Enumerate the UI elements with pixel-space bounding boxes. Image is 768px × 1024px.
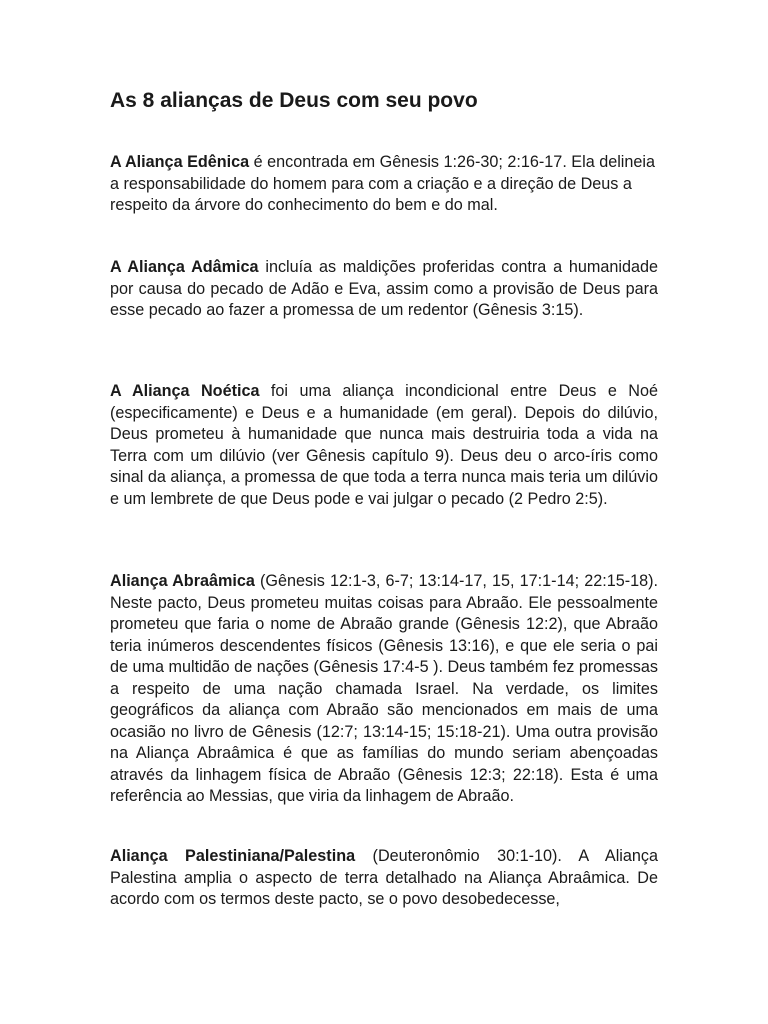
paragraph-body: foi uma aliança incondicional entre Deus e Noé (especificamente) e Deus e a humanidade (em geral). Depois do dilúvio, Deus prometeu à humanidade que nunca mais destruiria toda a vida na Terra com um dilúvio (ver Gênesis capítulo 9). Deus deu o arco-íris como sinal da aliança, a promessa de que toda a terra nunca mais teria um dilúvio e um lembrete de que Deus pode e vai julgar o pecado (2 Pedro 2:5). [110, 382, 658, 508]
paragraph-body: (Deuteronômio 30:1-10). A Aliança Palestina amplia o aspecto de terra detalhado na Aliança Abraâmica. De acordo com os termos deste pacto, se o povo desobedecesse, [110, 847, 658, 908]
paragraph-palestinian-covenant [110, 846, 658, 911]
paragraph-body: é encontrada em Gênesis 1:26-30; 2:16-17. Ela delineia a responsabilidade do homem para com a criação e a direção de Deus a respeito da árvore do conhecimento do bem e do mal. [110, 153, 656, 214]
paragraph-lead: Aliança Palestiniana/Palestina [110, 847, 356, 865]
paragraph-lead: Aliança Abraâmica [110, 572, 255, 590]
paragraph-abrahamic-covenant [110, 571, 658, 808]
paragraph-lead: A Aliança Adâmica [110, 258, 259, 276]
page-title: As 8 alianças de Deus com seu povo [110, 89, 478, 112]
paragraph-noahic-covenant [110, 381, 658, 510]
paragraph-body: (Gênesis 12:1-3, 6-7; 13:14-17, 15, 17:1-14; 22:15-18). Neste pacto, Deus prometeu muitas coisas para Abraão. Ele pessoalmente prometeu que faria o nome de Abraão grande (Gênesis 12:2), que Abraão teria inúmeros descendentes físicos (Gênesis 13:16), e que ele seria o pai de uma multidão de nações (Gênesis 17:4-5 ). Deus também fez promessas a respeito de uma nação chamada Israel. Na verdade, os limites geográficos da aliança com Abraão são mencionados em mais de uma ocasião no livro de Gênesis (12:7; 13:14-15; 15:18-21). Uma outra provisão na Aliança Abraâmica é que as famílias do mundo seriam abençoadas através da linhagem física de Abraão (Gênesis 12:3; 22:18). Esta é uma referência ao Messias, que viria da linhagem de Abraão. [110, 572, 658, 805]
paragraph-adamic-covenant [110, 257, 658, 322]
paragraph-body: incluía as maldições proferidas contra a humanidade por causa do pecado de Adão e Eva, assim como a provisão de Deus para esse pecado ao fazer a promessa de um redentor (Gênesis 3:15). [110, 258, 658, 319]
paragraph-lead: A Aliança Edênica [110, 153, 250, 171]
paragraph-lead: A Aliança Noética [110, 382, 260, 400]
paragraph-edenic-covenant [110, 152, 658, 217]
